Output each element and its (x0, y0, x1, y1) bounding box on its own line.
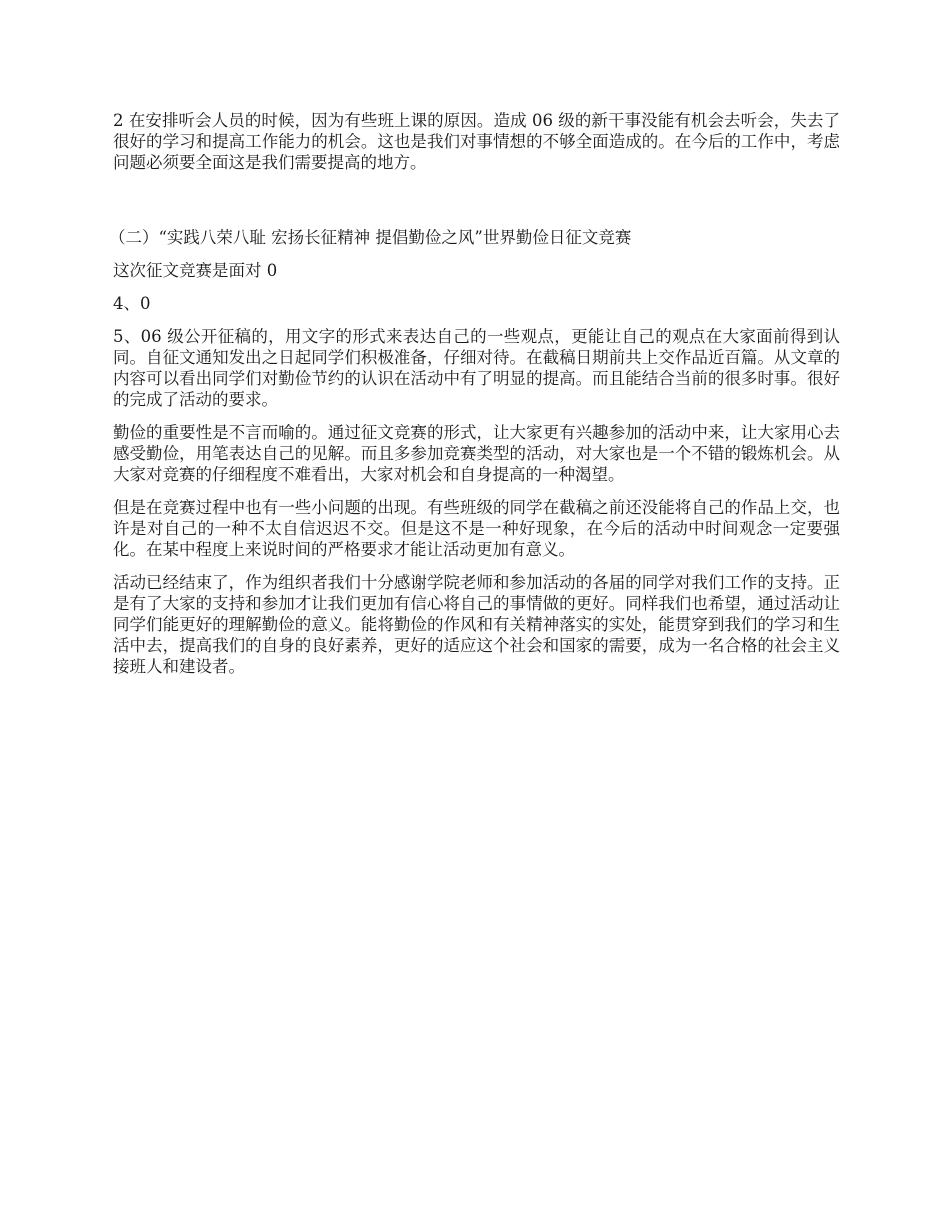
paragraph-problems-found: 但是在竞赛过程中也有一些小问题的出现。有些班级的同学在截稿之前还没能将自己的作品上交，也许是对自己的一种不太自信迟迟不交。但是这不是一种好现象，在今后的活动中时间观念一定要强化。在某中程度上来说时间的严格要求才能让活动更加有意义。 (113, 498, 840, 559)
paragraph-listener-arrangement: 2 在安排听会人员的时候，因为有些班上课的原因。造成 06 级的新干事没能有机会去听会，失去了很好的学习和提高工作能力的机会。这也是我们对事情想的不够全面造成的。在今后的工作中，考虑问题必须要全面这是我们需要提高的地方。 (113, 111, 840, 172)
paragraph-importance-of-thrift: 勤俭的重要性是不言而喻的。通过征文竞赛的形式，让大家更有兴趣参加的活动中来，让大家用心去感受勤俭，用笔表达自己的见解。而且多参加竞赛类型的活动，对大家也是一个不错的锻炼机会。从大家对竞赛的仔细程度不难看出，大家对机会和自身提高的一种渴望。 (113, 423, 840, 484)
paragraph-item-four: 4、0 (113, 294, 151, 313)
document-page (109, 110, 840, 689)
paragraph-contest-target: 这次征文竞赛是面对 0 (113, 261, 278, 280)
paragraph-conclusion: 活动已经结束了，作为组织者我们十分感谢学院老师和参加活动的各届的同学对我们工作的支持。正是有了大家的支持和参加才让我们更加有信心将自己的事情做的更好。同样我们也希望，通过活动让同学们能更好的理解勤俭的意义。能将勤俭的作风和有关精神落实的实处，能贯穿到我们的学习和生活中去，提高我们的自身的良好素养，更好的适应这个社会和国家的需要，成为一名合格的社会主义接班人和建设者。 (113, 573, 840, 676)
paragraph-submission-summary: 5、06 级公开征稿的，用文字的形式来表达自己的一些观点，更能让自己的观点在大家面前得到认同。自征文通知发出之日起同学们积极准备，仔细对待。在截稿日期前共上交作品近百篇。从文章的内容可以看出同学们对勤俭节约的认识在活动中有了明显的提高。而且能结合当前的很多时事。很好的完成了活动的要求。 (113, 327, 840, 409)
section-heading-essay-contest: （二）“实践八荣八耻 宏扬长征精神 提倡勤俭之风”世界勤俭日征文竞赛 (109, 228, 632, 247)
